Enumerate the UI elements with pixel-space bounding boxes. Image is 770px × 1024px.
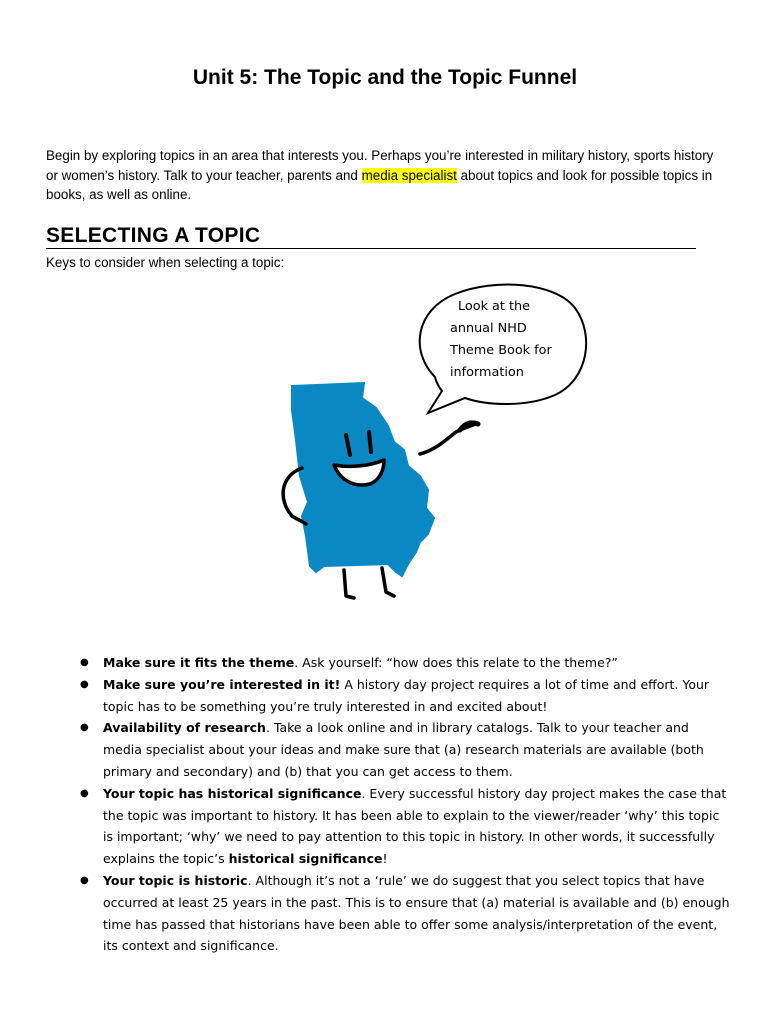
list-item <box>60 652 730 674</box>
bubble-line: annual NHD <box>450 321 527 336</box>
bubble-line: information <box>450 365 524 380</box>
list-item <box>60 717 730 782</box>
key-text: A history day project requires a lot of time and effort. Your topic has to be something you’re truly interested in and excited about! <box>103 676 710 714</box>
list-item <box>60 783 730 870</box>
list-item <box>60 674 730 718</box>
bubble-line: Theme Book for <box>450 343 552 358</box>
section-heading: SELECTING A TOPIC <box>46 224 696 249</box>
intro-text-end: about topics and look for possible topics in books, as well as online. <box>46 167 713 202</box>
key-text-end: ! <box>382 851 388 867</box>
key-text: . Although it’s not a ‘rule’ we do suggest that you select topics that have occurred at least 25 years in the past. This is to ensure that (a) material is available and (b) enough time has passed that historians have been able to offer some analysis/interpretation of the event, its context and significance. <box>103 872 730 954</box>
right-eye <box>369 432 371 452</box>
speech-bubble-text <box>450 296 570 384</box>
keys-list <box>60 652 730 957</box>
list-item <box>60 870 730 957</box>
key-title: Your topic has historical significance <box>103 785 362 801</box>
key-text: . Every successful history day project makes the case that the topic was important to history. It has been able to explain to the viewer/reader ‘why’ this topic is important; ‘why’ we need to pay attention to this topic in history. In other words, it successfully explains the topic’s <box>103 785 727 867</box>
intro-paragraph <box>46 146 716 205</box>
key-title: Make sure you’re interested in it! <box>103 676 341 692</box>
key-title: Make sure it fits the theme <box>103 655 295 670</box>
right-leg <box>382 568 394 596</box>
key-emphasis: historical significance <box>228 851 383 867</box>
right-arm <box>420 424 476 454</box>
key-text: . Take a look online and in library catalogs. Talk to your teacher and media specialist about your ideas and make sure that (a) research materials are available (both primary and secondary) and (b) that you can get access to them. <box>103 720 704 779</box>
section-subtext: Keys to consider when selecting a topic: <box>46 255 285 270</box>
key-title: Availability of research <box>103 720 266 736</box>
highlighted-text: media specialist <box>361 167 457 183</box>
intro-text-start: Begin by exploring topics in an area that interests you. Perhaps you’re interested in military history, sports history or women’s history. Talk to your teacher, parents and <box>46 148 714 183</box>
key-title: Your topic is historic <box>103 872 248 888</box>
key-text: . Ask yourself: “how does this relate to the theme?” <box>294 655 618 670</box>
page-title: Unit 5: The Topic and the Topic Funnel <box>192 66 578 89</box>
left-leg <box>344 570 354 598</box>
bubble-line: Look at the <box>458 299 530 314</box>
